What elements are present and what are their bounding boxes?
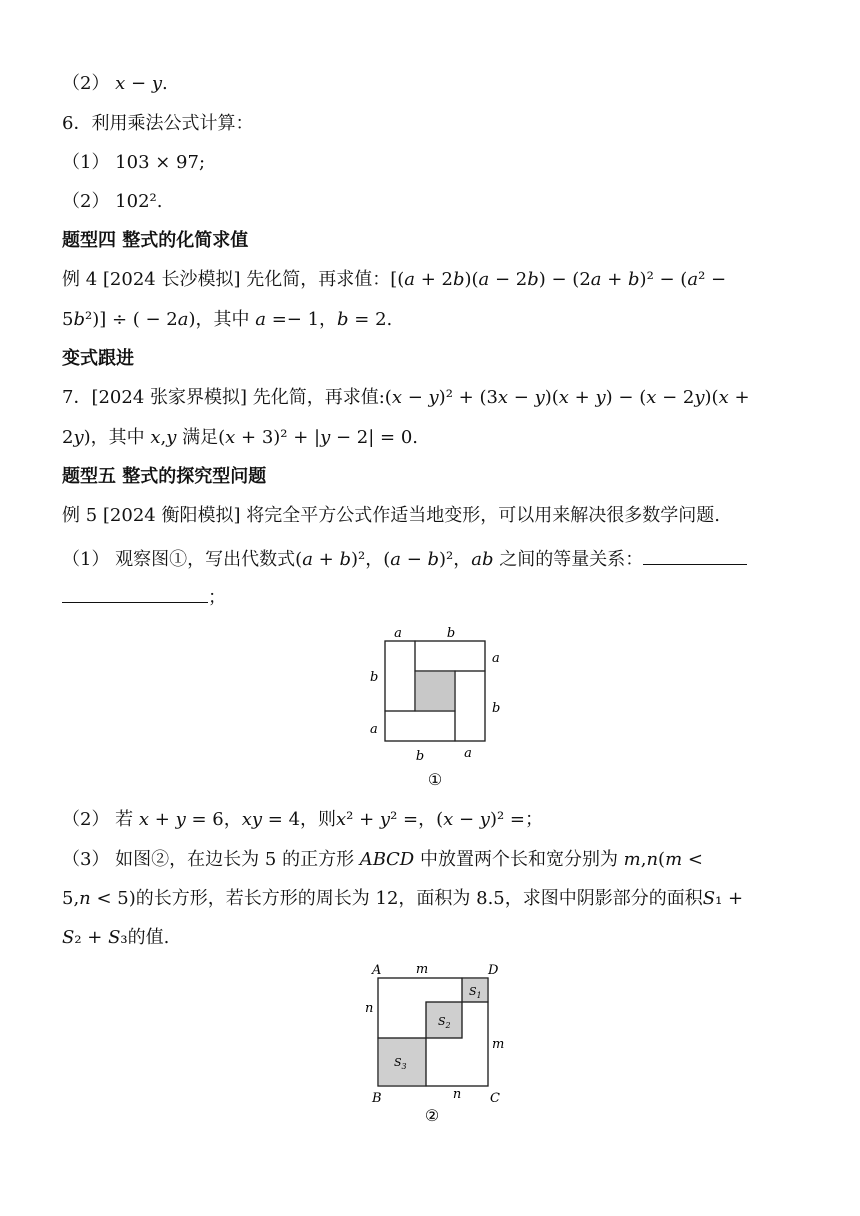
figure2-caption: ② — [424, 1106, 440, 1125]
figure1-label-top-b: b — [446, 626, 456, 641]
figure2-vertex-c: C — [490, 1091, 500, 1106]
figure1-label-left-a: a — [370, 722, 378, 737]
figure1-label-right-a: a — [492, 651, 500, 666]
figure2-label-s2: $S_2$ — [438, 1015, 451, 1030]
line-q5-part2: （2） 𝑥 − 𝑦. — [62, 73, 168, 94]
answer-blank-2[interactable] — [62, 584, 208, 603]
section-heading-5: 题型五 整式的探究型问题 — [62, 466, 267, 487]
figure1-rect-right — [455, 671, 485, 741]
section-heading-4: 题型四 整式的化简求值 — [62, 230, 249, 251]
question-6: 6．利用乘法公式计算： — [62, 113, 254, 134]
figure1-rect-top — [415, 641, 485, 671]
question-6-part1: （1） 103 × 97; — [62, 152, 206, 173]
figure-2 — [360, 960, 510, 1130]
example-5-part3-line2: 5,𝑛 < 5)的长方形，若长方形的周长为 12，面积为 8.5，求图中阴影部分的面积𝑆₁ + — [62, 888, 744, 909]
figure1-rect-left — [385, 641, 415, 711]
figure2-vertex-b: B — [372, 1091, 382, 1106]
figure1-caption: ① — [427, 770, 443, 789]
question-6-part2: （2） 102². — [62, 191, 163, 212]
question-7-line2: 2𝑦)，其中 𝑥,𝑦 满足(𝑥 + 3)² + |𝑦 − 2| = 0. — [62, 427, 419, 448]
figure-1 — [355, 617, 515, 797]
figure1-label-right-b: b — [492, 701, 501, 716]
figure1-label-bottom-a: a — [464, 746, 472, 761]
question-7-line1: 7．[2024 张家界模拟] 先化简，再求值:(𝑥 − 𝑦)² + (3𝑥 − 𝑦)(𝑥 + 𝑦) − (𝑥 − 2𝑦)(𝑥 + — [62, 387, 750, 408]
example-5-intro: 例 5 [2024 衡阳模拟] 将完全平方公式作适当地变形，可以用来解决很多数学问题. — [62, 505, 720, 526]
example-4-line2: 5𝑏²)] ÷ ( − 2𝑎)，其中 𝑎 =− 1，𝑏 = 2. — [62, 309, 393, 330]
figure2-vertex-a: A — [372, 963, 382, 978]
figure2-label-bottom-n: n — [452, 1087, 462, 1102]
figure2-label-left-n: n — [365, 1001, 374, 1016]
example-5-part1 — [62, 546, 747, 572]
figure1-label-left-b: b — [370, 670, 379, 685]
answer-blank-1[interactable] — [643, 546, 747, 565]
example-5-part3-line3: 𝑆₂ + 𝑆₃的值. — [62, 927, 170, 948]
figure2-label-top-m: m — [415, 962, 429, 977]
figure1-center-square — [415, 671, 455, 711]
figure2-label-right-m: m — [492, 1037, 505, 1052]
example-4-line1: 例 4 [2024 长沙模拟] 先化简，再求值：[(𝑎 + 2𝑏)(𝑎 − 2𝑏) − (2𝑎 + 𝑏)² − (𝑎² − — [62, 269, 727, 290]
example-5-part1-cont — [62, 584, 226, 610]
figure1-label-top-a: a — [394, 626, 402, 641]
variant-heading: 变式跟进 — [62, 348, 134, 369]
figure1-rect-bottom — [385, 711, 455, 741]
example-5-part2: （2） 若 𝑥 + 𝑦 = 6，𝑥𝑦 = 4，则𝑥² + 𝑦² =，(𝑥 − 𝑦)² =； — [62, 809, 544, 830]
figure2-label-s3: $S_3$ — [394, 1056, 407, 1071]
figure2-vertex-d: D — [488, 963, 499, 978]
part1-text: （1） 观察图①，写出代数式(𝑎 + 𝑏)²，(𝑎 − 𝑏)²，𝑎𝑏 之间的等量关系： — [62, 549, 644, 570]
part1-end: ； — [208, 587, 226, 608]
figure1-label-bottom-b: b — [415, 749, 425, 764]
example-5-part3-line1: （3） 如图②，在边长为 5 的正方形 𝐴𝐵𝐶𝐷 中放置两个长和宽分别为 𝑚,𝑛(𝑚 < — [62, 849, 703, 870]
figure2-label-s1: $S_1$ — [469, 985, 482, 1000]
